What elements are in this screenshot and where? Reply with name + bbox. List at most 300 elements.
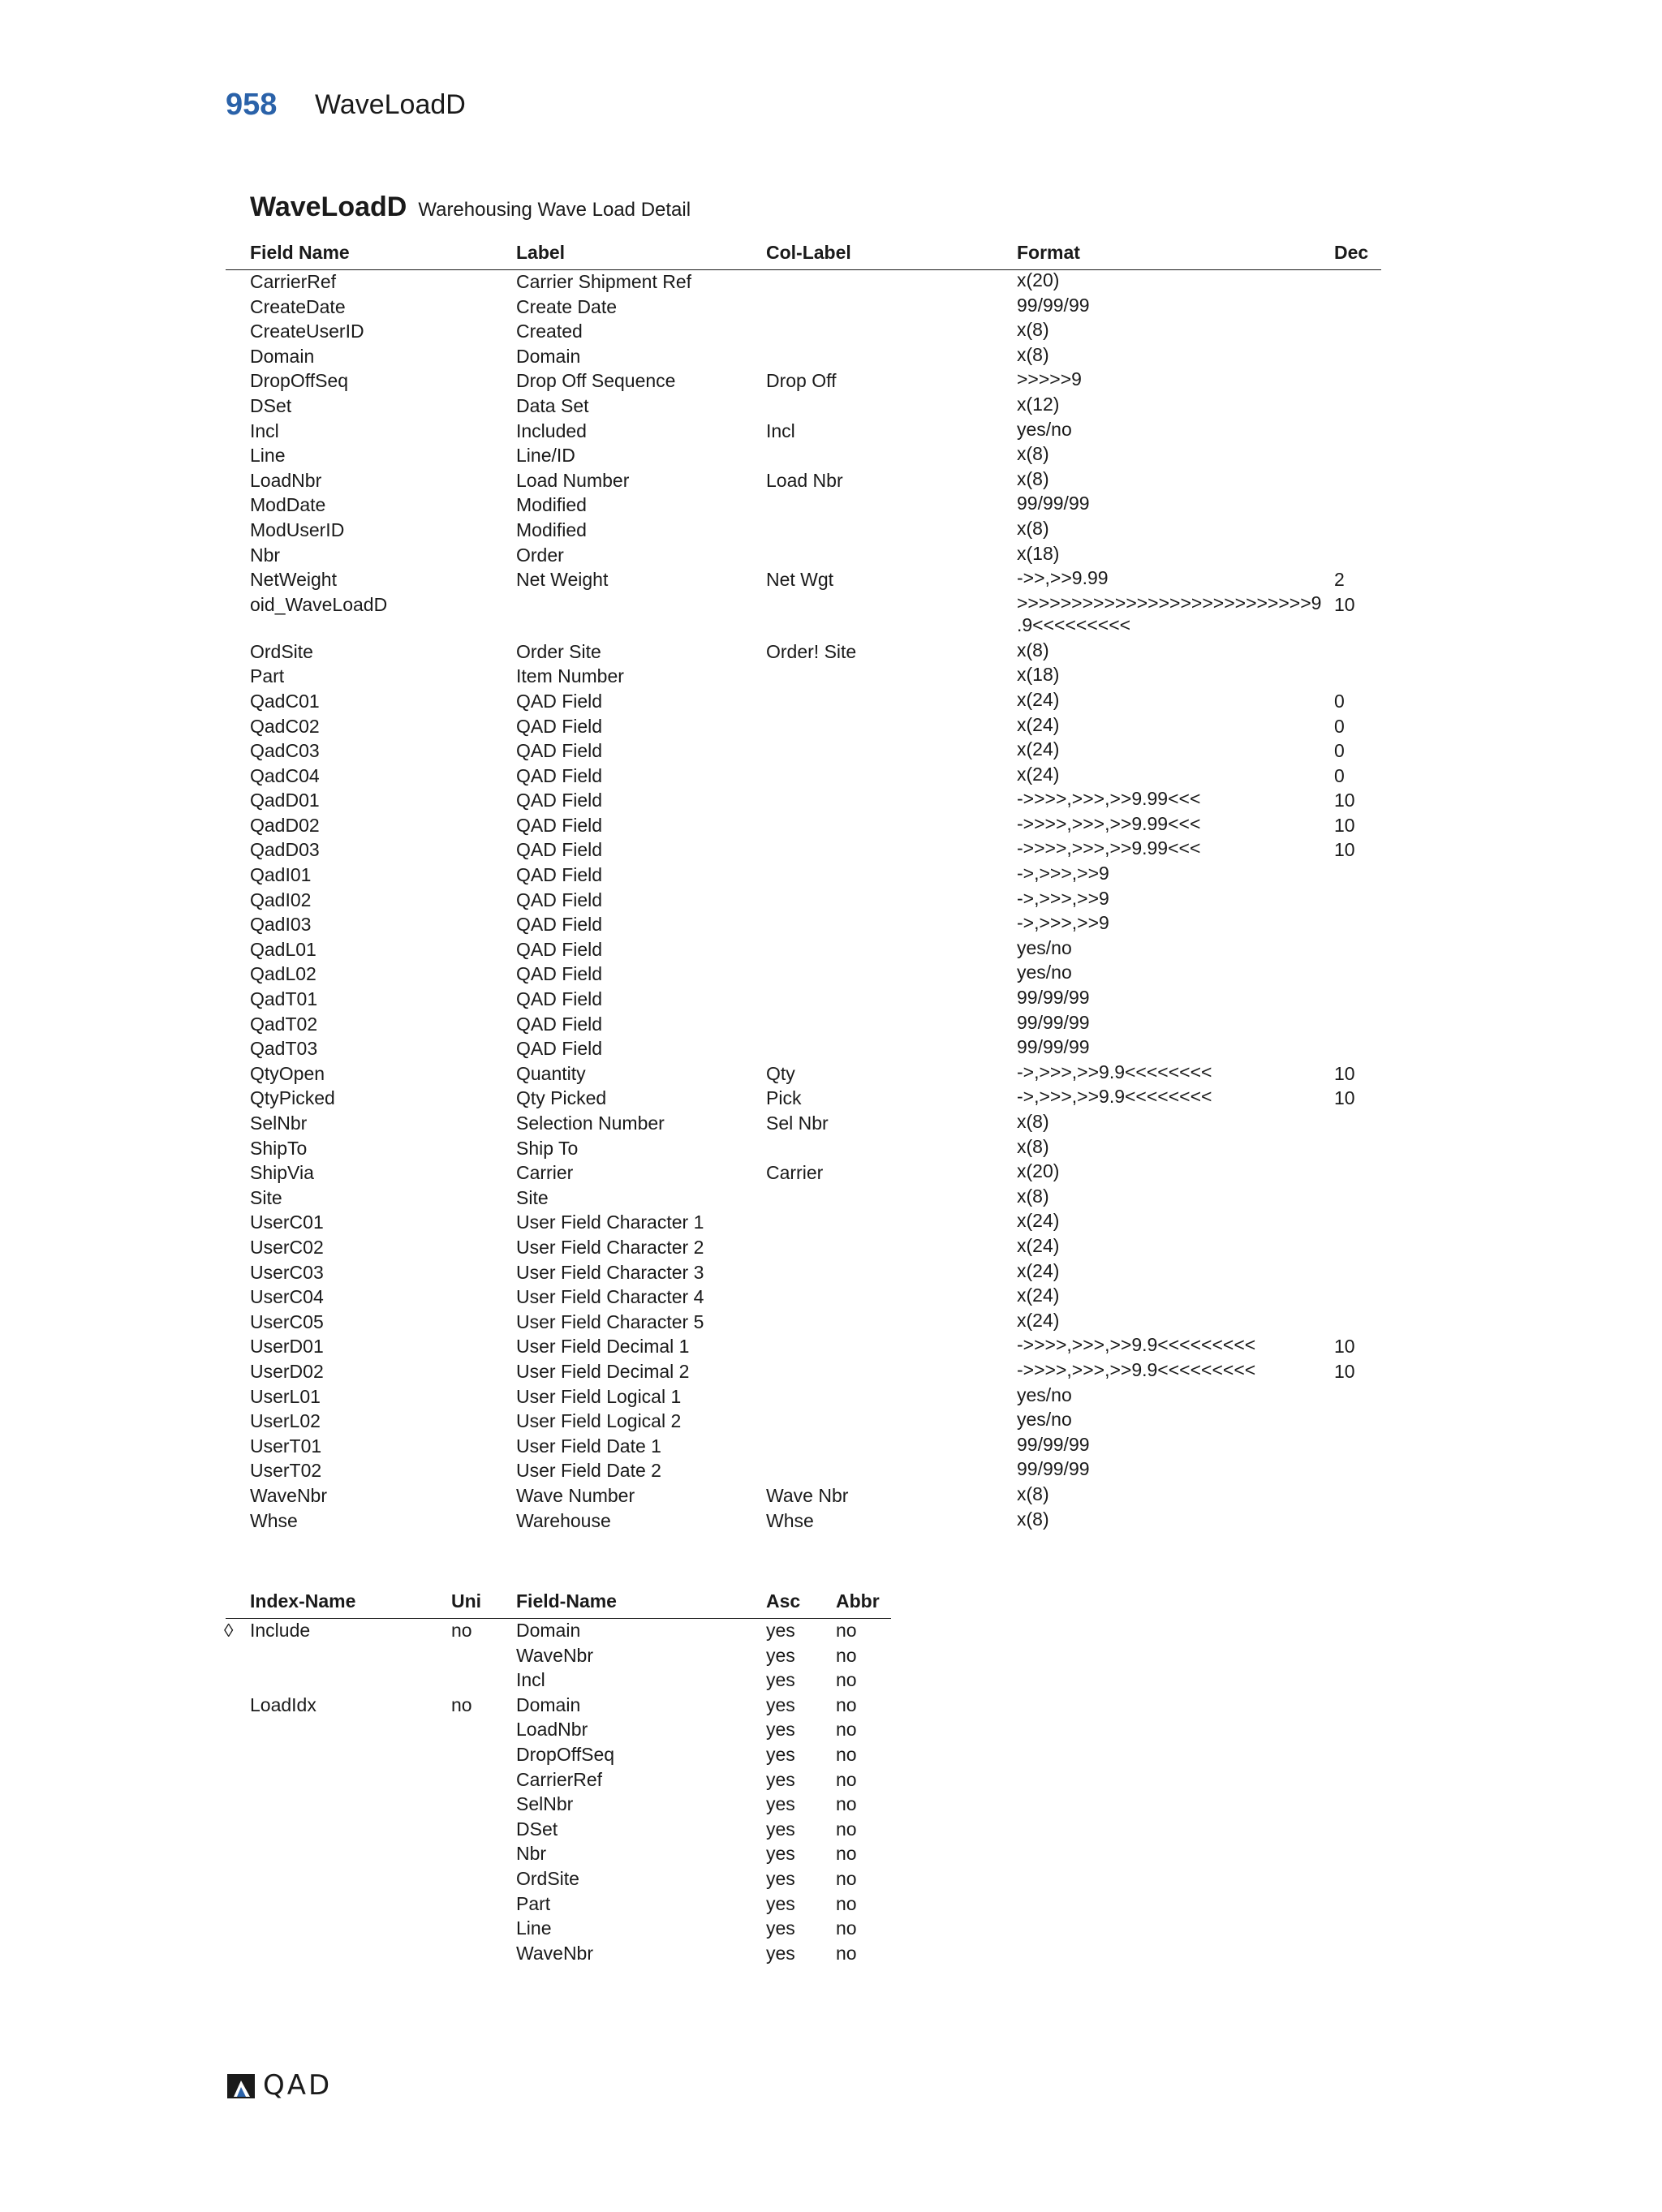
asc-cell: yes [766, 1867, 795, 1889]
field-name-cell: QadT01 [250, 988, 318, 1010]
col-header-label: Label [516, 242, 566, 263]
field-name-cell: QadT03 [250, 1038, 318, 1060]
format-cell: x(24) [1017, 688, 1060, 710]
field-name-cell: UserD02 [250, 1360, 324, 1382]
field-row [250, 1036, 1386, 1061]
field-row [250, 714, 1386, 739]
dec-cell: 10 [1334, 1062, 1355, 1084]
index-field-name-cell: WaveNbr [516, 1942, 593, 1964]
field-name-cell: SelNbr [250, 1112, 308, 1134]
field-row [250, 738, 1386, 764]
field-row [250, 295, 1386, 320]
field-row [250, 888, 1386, 913]
index-field-name-cell: LoadNbr [516, 1719, 588, 1741]
field-name-cell: QadI03 [250, 914, 312, 936]
field-row [250, 1458, 1386, 1483]
field-row [250, 987, 1386, 1012]
format-cell: x(8) [1017, 319, 1049, 341]
dec-cell: 10 [1334, 1360, 1355, 1382]
field-name-cell: QtyPicked [250, 1087, 335, 1109]
abbr-cell: no [836, 1843, 857, 1865]
unique-cell: no [451, 1693, 472, 1715]
asc-cell: yes [766, 1892, 795, 1914]
asc-cell: yes [766, 1719, 795, 1741]
asc-cell: yes [766, 1644, 795, 1666]
label-cell: User Field Date 2 [516, 1460, 661, 1482]
dec-cell: 10 [1334, 593, 1355, 615]
label-cell: Order [516, 544, 564, 566]
format-cell: ->>>>,>>>,>>9.9<<<<<<<<< [1017, 1334, 1256, 1356]
col-header-field-name: Field Name [250, 242, 350, 263]
field-row [250, 1186, 1386, 1211]
format-cell: 99/99/99 [1017, 987, 1090, 1009]
format-cell: 99/99/99 [1017, 1433, 1090, 1455]
field-row [250, 1334, 1386, 1359]
field-name-cell: Nbr [250, 544, 281, 566]
field-name-cell: QadL01 [250, 938, 316, 960]
format-cell: x(20) [1017, 1160, 1060, 1182]
primary-index-marker: ◊ [224, 1620, 234, 1641]
field-row [250, 664, 1386, 689]
running-title: WaveLoadD [315, 89, 466, 120]
field-row [250, 344, 1386, 369]
index-field-name-cell: Domain [516, 1620, 581, 1641]
index-table-body [224, 1618, 899, 1965]
abbr-cell: no [836, 1892, 857, 1914]
label-cell: Line/ID [516, 445, 575, 467]
format-cell: x(8) [1017, 1111, 1049, 1132]
col-label-cell: Order! Site [766, 640, 857, 662]
field-row [250, 1434, 1386, 1459]
label-cell: Included [516, 420, 587, 441]
asc-cell: yes [766, 1818, 795, 1840]
label-cell: User Field Logical 2 [516, 1410, 682, 1432]
label-cell: Net Weight [516, 569, 609, 591]
format-cell: x(18) [1017, 542, 1060, 564]
format-cell: x(24) [1017, 1259, 1060, 1281]
label-cell: QAD Field [516, 938, 603, 960]
format-cell: x(8) [1017, 343, 1049, 365]
label-cell: QAD Field [516, 963, 603, 985]
field-row [250, 813, 1386, 838]
abbr-cell: no [836, 1644, 857, 1666]
label-cell: Ship To [516, 1137, 579, 1159]
asc-cell: yes [766, 1942, 795, 1964]
format-cell: x(18) [1017, 664, 1060, 686]
unique-cell: no [451, 1620, 472, 1641]
label-cell: QAD Field [516, 715, 603, 737]
label-cell: Qty Picked [516, 1087, 607, 1109]
label-cell: Load Number [516, 469, 630, 491]
format-cell: x(20) [1017, 269, 1060, 290]
format-cell: x(24) [1017, 713, 1060, 735]
label-cell: Drop Off Sequence [516, 370, 676, 392]
format-cell: yes/no [1017, 1409, 1072, 1431]
format-cell: ->>>>,>>>,>>9.99<<< [1017, 837, 1201, 859]
field-row [250, 1111, 1386, 1136]
field-name-cell: UserC03 [250, 1261, 324, 1283]
format-cell: ->>>>,>>>,>>9.9<<<<<<<<< [1017, 1358, 1256, 1380]
index-field-name-cell: CarrierRef [516, 1768, 603, 1790]
index-row [250, 1717, 899, 1742]
col-header-uni: Uni [451, 1590, 482, 1612]
col-header-asc: Asc [766, 1590, 801, 1612]
index-row [250, 1792, 899, 1817]
index-field-name-cell: Incl [516, 1669, 545, 1691]
col-header-col-label: Col-Label [766, 242, 851, 263]
index-row [250, 1866, 899, 1891]
col-label-cell: Drop Off [766, 370, 837, 392]
page-number: 958 [226, 88, 278, 122]
field-row [250, 1310, 1386, 1335]
field-row [250, 419, 1386, 444]
dec-cell: 10 [1334, 790, 1355, 811]
label-cell: User Field Logical 1 [516, 1385, 682, 1407]
field-name-cell: ModUserID [250, 519, 345, 540]
format-cell: ->>>>,>>>,>>9.99<<< [1017, 812, 1201, 834]
label-cell: Wave Number [516, 1484, 635, 1506]
format-cell: ->>,>>9.99 [1017, 567, 1109, 589]
field-name-cell: UserC05 [250, 1310, 324, 1332]
asc-cell: yes [766, 1620, 795, 1641]
field-name-cell: QadD01 [250, 790, 320, 811]
field-name-cell: ShipVia [250, 1162, 314, 1184]
label-cell: Data Set [516, 394, 589, 416]
field-row [250, 1285, 1386, 1310]
dec-cell: 10 [1334, 814, 1355, 836]
format-cell: x(8) [1017, 639, 1049, 661]
label-cell: User Field Date 1 [516, 1435, 661, 1457]
format-cell: ->,>>>,>>9.9<<<<<<<< [1017, 1086, 1212, 1108]
field-row [250, 1409, 1386, 1434]
abbr-cell: no [836, 1793, 857, 1815]
field-name-cell: UserC01 [250, 1211, 324, 1233]
abbr-cell: no [836, 1743, 857, 1765]
label-cell: User Field Character 3 [516, 1261, 704, 1283]
col-label-cell: Pick [766, 1087, 802, 1109]
index-field-name-cell: WaveNbr [516, 1644, 593, 1666]
field-name-cell: Part [250, 665, 285, 687]
abbr-cell: no [836, 1669, 857, 1691]
field-name-cell: WaveNbr [250, 1484, 327, 1506]
field-row [250, 592, 1386, 639]
label-cell: QAD Field [516, 814, 603, 836]
col-header-abbr: Abbr [836, 1590, 880, 1612]
qad-logo [226, 2071, 332, 2100]
field-name-cell: QadT02 [250, 1013, 318, 1035]
format-cell: x(8) [1017, 1508, 1049, 1530]
format-cell: ->>>>,>>>,>>9.99<<< [1017, 788, 1201, 810]
label-cell: Modified [516, 494, 587, 516]
format-cell: 99/99/99 [1017, 1011, 1090, 1033]
field-name-cell: UserT02 [250, 1460, 322, 1482]
format-cell: x(8) [1017, 1483, 1049, 1504]
dec-cell: 10 [1334, 1087, 1355, 1109]
col-header-index-field-name: Field-Name [516, 1590, 617, 1612]
index-name-cell: LoadIdx [250, 1693, 316, 1715]
field-row [250, 443, 1386, 468]
index-row [250, 1742, 899, 1767]
field-name-cell: DropOffSeq [250, 370, 349, 392]
field-row [250, 962, 1386, 987]
col-label-cell: Whse [766, 1509, 814, 1531]
col-label-cell: Net Wgt [766, 569, 834, 591]
format-cell: 99/99/99 [1017, 294, 1090, 316]
format-cell: x(12) [1017, 393, 1060, 415]
qad-logo-text: QAD [263, 2069, 333, 2102]
table-title [250, 192, 691, 223]
abbr-cell: no [836, 1867, 857, 1889]
format-cell: x(24) [1017, 1285, 1060, 1306]
field-name-cell: LoadNbr [250, 469, 322, 491]
col-label-cell: Qty [766, 1062, 795, 1084]
format-cell: yes/no [1017, 418, 1072, 440]
dec-cell: 0 [1334, 740, 1345, 762]
format-cell: x(8) [1017, 443, 1049, 465]
label-cell: QAD Field [516, 740, 603, 762]
index-field-name-cell: DSet [516, 1818, 558, 1840]
asc-cell: yes [766, 1843, 795, 1865]
col-label-cell: Incl [766, 420, 795, 441]
format-cell: x(24) [1017, 738, 1060, 760]
index-row [250, 1916, 899, 1941]
field-row [250, 863, 1386, 888]
field-row [250, 1483, 1386, 1508]
label-cell: QAD Field [516, 914, 603, 936]
field-name-cell: ShipTo [250, 1137, 308, 1159]
field-row [250, 1508, 1386, 1534]
index-field-name-cell: Nbr [516, 1843, 547, 1865]
field-row [250, 319, 1386, 344]
format-cell: x(24) [1017, 1234, 1060, 1256]
dec-cell: 0 [1334, 690, 1345, 712]
format-cell: 99/99/99 [1017, 1036, 1090, 1058]
label-cell: QAD Field [516, 1038, 603, 1060]
field-name-cell: UserL01 [250, 1385, 321, 1407]
index-row [224, 1618, 899, 1643]
label-cell: QAD Field [516, 690, 603, 712]
field-row [250, 1359, 1386, 1384]
field-row [250, 1384, 1386, 1409]
field-name-cell: DSet [250, 394, 292, 416]
field-row [250, 764, 1386, 789]
format-cell: x(8) [1017, 1135, 1049, 1157]
label-cell: User Field Character 2 [516, 1236, 704, 1258]
field-row [250, 1136, 1386, 1161]
format-cell: x(24) [1017, 1309, 1060, 1331]
field-row [250, 394, 1386, 419]
field-row [250, 689, 1386, 714]
label-cell: User Field Decimal 2 [516, 1360, 690, 1382]
label-cell: User Field Decimal 1 [516, 1336, 690, 1358]
field-name-cell: CreateUserID [250, 321, 364, 342]
format-cell: x(8) [1017, 467, 1049, 489]
dec-cell: 10 [1334, 839, 1355, 861]
index-field-name-cell: DropOffSeq [516, 1743, 615, 1765]
col-label-cell: Carrier [766, 1162, 824, 1184]
field-name-cell: QadD02 [250, 814, 320, 836]
table-name: WaveLoadD [250, 192, 407, 222]
field-name-cell: QadC02 [250, 715, 320, 737]
label-cell: Domain [516, 345, 581, 367]
label-cell: QAD Field [516, 889, 603, 910]
field-name-cell: QadC04 [250, 764, 320, 786]
field-name-cell: QadC01 [250, 690, 320, 712]
index-row [250, 1941, 899, 1966]
abbr-cell: no [836, 1942, 857, 1964]
field-name-cell: CarrierRef [250, 271, 337, 292]
label-cell: Created [516, 321, 583, 342]
field-row [250, 1160, 1386, 1186]
qad-logo-icon [226, 2071, 258, 2100]
label-cell: Item Number [516, 665, 624, 687]
index-row [250, 1668, 899, 1693]
field-name-cell: QtyOpen [250, 1062, 325, 1084]
label-cell: QAD Field [516, 790, 603, 811]
col-label-cell: Load Nbr [766, 469, 843, 491]
field-name-cell: NetWeight [250, 569, 337, 591]
field-row [250, 639, 1386, 665]
dec-cell: 0 [1334, 764, 1345, 786]
field-name-cell: QadC03 [250, 740, 320, 762]
format-cell: yes/no [1017, 1384, 1072, 1405]
format-cell: ->,>>>,>>9.9<<<<<<<< [1017, 1061, 1212, 1082]
field-row [250, 788, 1386, 813]
format-cell: x(24) [1017, 763, 1060, 785]
field-row [250, 493, 1386, 518]
index-field-name-cell: SelNbr [516, 1793, 574, 1815]
dec-cell: 0 [1334, 715, 1345, 737]
label-cell: Carrier Shipment Ref [516, 271, 692, 292]
field-row [250, 468, 1386, 493]
field-row [250, 543, 1386, 568]
format-cell: ->,>>>,>>9 [1017, 863, 1109, 884]
label-cell: QAD Field [516, 839, 603, 861]
field-row [250, 912, 1386, 937]
field-name-cell: Incl [250, 420, 279, 441]
field-row [250, 368, 1386, 394]
label-cell: Quantity [516, 1062, 586, 1084]
format-cell: x(8) [1017, 1185, 1049, 1207]
index-row [250, 1817, 899, 1842]
field-name-cell: Line [250, 445, 286, 467]
index-row [250, 1643, 899, 1668]
asc-cell: yes [766, 1743, 795, 1765]
asc-cell: yes [766, 1793, 795, 1815]
format-cell: yes/no [1017, 962, 1072, 983]
field-name-cell: Whse [250, 1509, 298, 1531]
field-row [250, 518, 1386, 543]
field-name-cell: Domain [250, 345, 315, 367]
field-row [250, 837, 1386, 863]
label-cell: Order Site [516, 640, 601, 662]
label-cell: QAD Field [516, 1013, 603, 1035]
col-header-index-name: Index-Name [250, 1590, 356, 1612]
format-cell: x(24) [1017, 1210, 1060, 1232]
asc-cell: yes [766, 1768, 795, 1790]
index-field-name-cell: Domain [516, 1693, 581, 1715]
field-name-cell: UserC04 [250, 1286, 324, 1308]
abbr-cell: no [836, 1693, 857, 1715]
index-row [250, 1841, 899, 1866]
format-cell: x(8) [1017, 517, 1049, 539]
label-cell: QAD Field [516, 764, 603, 786]
field-row [250, 269, 1386, 295]
label-cell: User Field Character 5 [516, 1310, 704, 1332]
fields-table-body [250, 269, 1386, 1533]
col-label-cell: Wave Nbr [766, 1484, 849, 1506]
format-cell: ->,>>>,>>9 [1017, 887, 1109, 909]
abbr-cell: no [836, 1917, 857, 1939]
format-cell: 99/99/99 [1017, 493, 1090, 514]
index-row [250, 1767, 899, 1792]
field-name-cell: UserD01 [250, 1336, 324, 1358]
index-field-name-cell: Part [516, 1892, 551, 1914]
field-row [250, 1012, 1386, 1037]
field-name-cell: ModDate [250, 494, 326, 516]
format-cell: >>>>>>>>>>>>>>>>>>>>>>>>>>>9 .9<<<<<<<<< [1017, 592, 1322, 635]
field-name-cell: UserT01 [250, 1435, 322, 1457]
field-name-cell: UserL02 [250, 1410, 321, 1432]
dec-cell: 2 [1334, 569, 1345, 591]
table-description: Warehousing Wave Load Detail [418, 199, 691, 221]
abbr-cell: no [836, 1818, 857, 1840]
label-cell: Warehouse [516, 1509, 611, 1531]
index-name-cell: Include [250, 1620, 311, 1641]
field-row [250, 1210, 1386, 1235]
field-name-cell: QadD03 [250, 839, 320, 861]
index-field-name-cell: Line [516, 1917, 552, 1939]
label-cell: User Field Character 1 [516, 1211, 704, 1233]
col-header-format: Format [1017, 242, 1080, 263]
index-field-name-cell: OrdSite [516, 1867, 579, 1889]
field-name-cell: Site [250, 1186, 282, 1208]
label-cell: QAD Field [516, 864, 603, 886]
format-cell: 99/99/99 [1017, 1458, 1090, 1480]
field-name-cell: QadI01 [250, 864, 312, 886]
field-name-cell: QadL02 [250, 963, 316, 985]
format-cell: yes/no [1017, 936, 1072, 958]
field-row [250, 1086, 1386, 1111]
field-row [250, 1260, 1386, 1285]
field-name-cell: oid_WaveLoadD [250, 593, 388, 615]
dec-cell: 10 [1334, 1336, 1355, 1358]
index-row [250, 1693, 899, 1718]
field-row [250, 1235, 1386, 1260]
abbr-cell: no [836, 1620, 857, 1641]
label-cell: Site [516, 1186, 549, 1208]
col-label-cell: Sel Nbr [766, 1112, 829, 1134]
label-cell: Carrier [516, 1162, 574, 1184]
label-cell: User Field Character 4 [516, 1286, 704, 1308]
field-name-cell: OrdSite [250, 640, 313, 662]
field-row [250, 937, 1386, 962]
abbr-cell: no [836, 1768, 857, 1790]
field-name-cell: UserC02 [250, 1236, 324, 1258]
asc-cell: yes [766, 1669, 795, 1691]
asc-cell: yes [766, 1693, 795, 1715]
label-cell: QAD Field [516, 988, 603, 1010]
index-row [250, 1891, 899, 1917]
field-name-cell: QadI02 [250, 889, 312, 910]
col-header-dec: Dec [1334, 242, 1369, 263]
label-cell: Modified [516, 519, 587, 540]
asc-cell: yes [766, 1917, 795, 1939]
format-cell: ->,>>>,>>9 [1017, 912, 1109, 934]
field-row [250, 1061, 1386, 1087]
label-cell: Create Date [516, 295, 618, 317]
field-name-cell: CreateDate [250, 295, 346, 317]
